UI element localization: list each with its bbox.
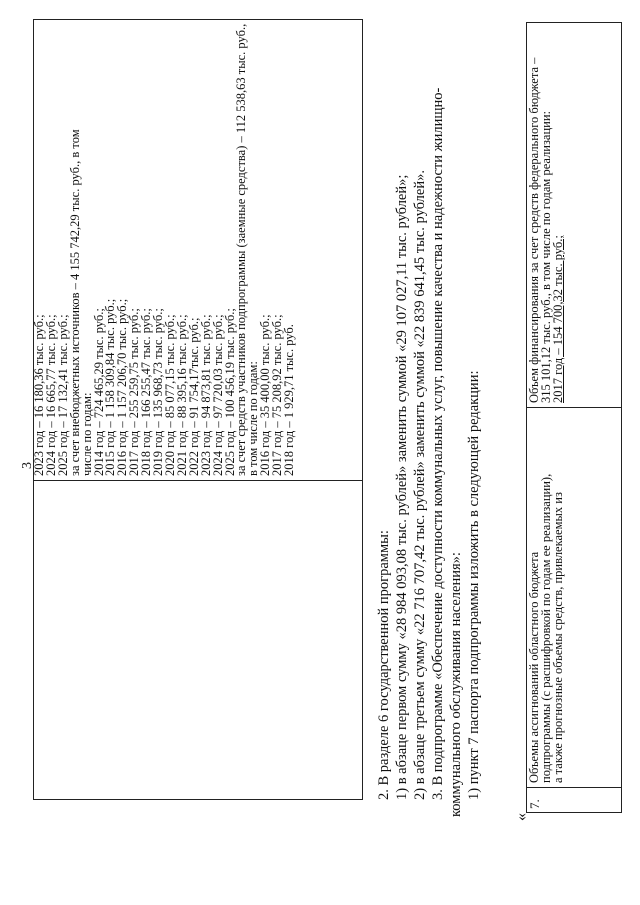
funding-year-line: 2016 год – 35 400,00 тыс. руб.; [258, 314, 273, 476]
participants-funds-years [260, 20, 296, 480]
funding-line: 2021 год – 88 395,16 тыс. руб.; [174, 314, 189, 476]
funding-line: 2018 год – 166 255,47 тыс. руб.; [139, 308, 154, 476]
paragraph-subprogram: 3. В подпрограмме «Обеспечение доступности коммунальных услуг, повышение качества и надежности жилищно- [430, 87, 446, 800]
open-quote: « [513, 813, 530, 821]
bottom-right-line: Объем финансирования за счет средств федерального бюджета – [527, 57, 541, 403]
funding-line: 2015 год – 1 158 309,84 тыс. руб.; [103, 298, 118, 476]
funding-year-line: 2017 год – 75 208,92 тыс. руб.; [270, 314, 285, 476]
funding-line: 2014 год – 724 465,29 тыс. руб.; [91, 308, 106, 476]
bottom-left-line: подпрограммы (с расшифровкой по годам ее реализации), [538, 473, 553, 783]
paragraph-section6: 2. В разделе 6 государственной программы: [376, 530, 392, 800]
table-right-cell [34, 20, 363, 481]
paragraph-amount-2: 2) в абзаце третьем сумму «22 716 707,42 тыс. рублей» заменить суммой «22 839 641,45 тыс. рублей». [412, 170, 428, 800]
funding-line: 2024 год – 16 665,77 тыс. руб.; [43, 314, 58, 476]
paragraph-subprogram-cont: коммунального обслуживания населения»: [448, 552, 464, 817]
funding-line: 2022 год – 91 754,17тыс. руб.; [186, 317, 201, 476]
funding-line: 2023 год – 16 180,36 тыс. руб.; [32, 314, 46, 476]
participants-funds-text: за счет средств участников подпрограммы (заемные средства) – 112 538,63 тыс. руб., в том числе по годам: [234, 23, 261, 476]
funding-line: 2017 год – 255 259,75 тыс. руб.; [127, 308, 142, 476]
bottom-right-line: 315 101,12 тыс. руб., в том числе по годам реализации: [538, 110, 553, 403]
funding-line: 2024 год – 97 720,03 тыс. руб.; [210, 314, 225, 476]
funding-line: за счет внебюджетных источников – 4 155 742,29 тыс. руб., в том [67, 129, 82, 476]
funding-line: 2025 год – 17 132,41 тыс. руб.; [55, 314, 70, 476]
bottom-left-line: Объемы ассигнований областного бюджета [527, 551, 541, 783]
funding-line: 2020 год – 85 077,15 тыс. руб.; [162, 314, 177, 476]
funding-line: 2023 год – 94 873,81 тыс. руб.; [198, 314, 213, 476]
table-left-cell [34, 481, 363, 800]
page-number: 3 [20, 462, 35, 469]
bottom-left-line: а также прогнозные объемы средств, привлекаемых из [550, 492, 565, 783]
bottom-right-line: 2017 год – 154 700,32 тыс. руб.; [550, 235, 565, 403]
funding-line: 2019 год – 135 968,73 тыс. руб.; [151, 308, 166, 476]
funding-year-line: 2018 год – 1 929,71 тыс. руб. [282, 324, 297, 476]
funding-table [33, 19, 363, 800]
funding-lines [34, 20, 236, 480]
funding-line: 2025 год – 100 456,19 тыс. руб.; [222, 308, 237, 476]
funding-line: 2016 год – 1 157 206,70 тыс. руб.; [115, 298, 130, 476]
bottom-left-cell [526, 407, 622, 787]
paragraph-item7: 1) пункт 7 паспорта подпрограммы изложить в следующей редакции: [466, 370, 482, 800]
bottom-right-cell [526, 22, 622, 407]
paragraph-amount-1: 1) в абзаце первом сумму «28 984 093,08 тыс. рублей» заменить суммой «29 107 027,11 тыс. рублей»; [394, 174, 410, 800]
row-number: 7. [526, 787, 622, 813]
funding-line: числе по годам: [79, 392, 94, 476]
